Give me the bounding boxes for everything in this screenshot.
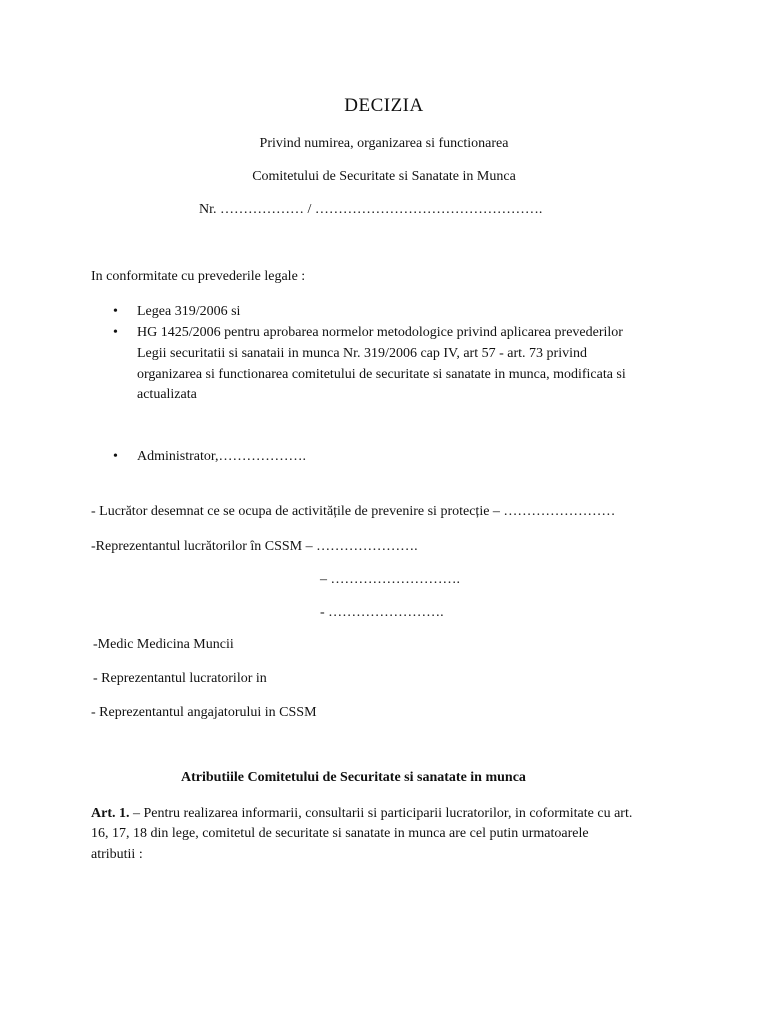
intro-text: In conformitate cu prevederile legale : — [91, 269, 306, 284]
article-1-line-2: 16, 17, 18 din lege, comitetul de securitate si sanatate in munca are cel putin urmatoarele — [91, 826, 589, 841]
member-reprezentant-angajator: - Reprezentantul angajatorului in CSSM — [91, 705, 317, 720]
member-dash-line-2: - ……………………. — [320, 605, 444, 620]
bullet-item-legea: Legea 319/2006 si — [137, 304, 241, 319]
member-lucrator-desemnat: - Lucrător desemnat ce se ocupa de activitățile de prevenire si protecție – …………………… — [91, 504, 616, 519]
bullet-item-hg-line-1: HG 1425/2006 pentru aprobarea normelor metodologice privind aplicarea prevederilor — [137, 325, 623, 340]
member-reprezentant-lucratori: -Reprezentantul lucrătorilor în CSSM – …………………. — [91, 539, 418, 554]
bullet-item-hg-line-3: organizarea si functionarea comitetului de securitate si sanatate in munca, modificata si — [137, 367, 626, 382]
member-dash-line-1: – ………………………. — [320, 572, 460, 587]
bullet-item-hg-line-4: actualizata — [137, 387, 197, 402]
bullet-dot-icon: • — [113, 325, 118, 340]
member-reprezentant-lucratorilor-in: - Reprezentantul lucratorilor in — [93, 671, 267, 686]
article-1-line-3: atributii : — [91, 847, 143, 862]
article-1-label: Art. 1. — [91, 806, 130, 821]
bullet-dot-icon: • — [113, 449, 118, 464]
document-subtitle-1: Privind numirea, organizarea si functionarea — [259, 136, 509, 151]
bullet-item-hg-line-2: Legii securitatii si sanataii in munca Nr. 319/2006 cap IV, art 57 - art. 73 privind — [137, 346, 587, 361]
bullet-dot-icon: • — [113, 304, 118, 319]
document-subtitle-2: Comitetului de Securitate si Sanatate in Munca — [252, 169, 516, 184]
document-title: DECIZIA — [344, 95, 424, 116]
article-1-line-1 — [91, 804, 632, 824]
member-medic: -Medic Medicina Muncii — [93, 637, 234, 652]
administrator-line: Administrator,………………. — [137, 449, 306, 464]
section-heading: Atributiile Comitetului de Securitate si sanatate in munca — [181, 770, 526, 785]
article-1-text-1: – Pentru realizarea informarii, consultarii si participarii lucratorilor, in coformitate cu art. — [129, 806, 633, 821]
decision-number-line: Nr. ……………… / …………………………………………. — [199, 202, 543, 217]
